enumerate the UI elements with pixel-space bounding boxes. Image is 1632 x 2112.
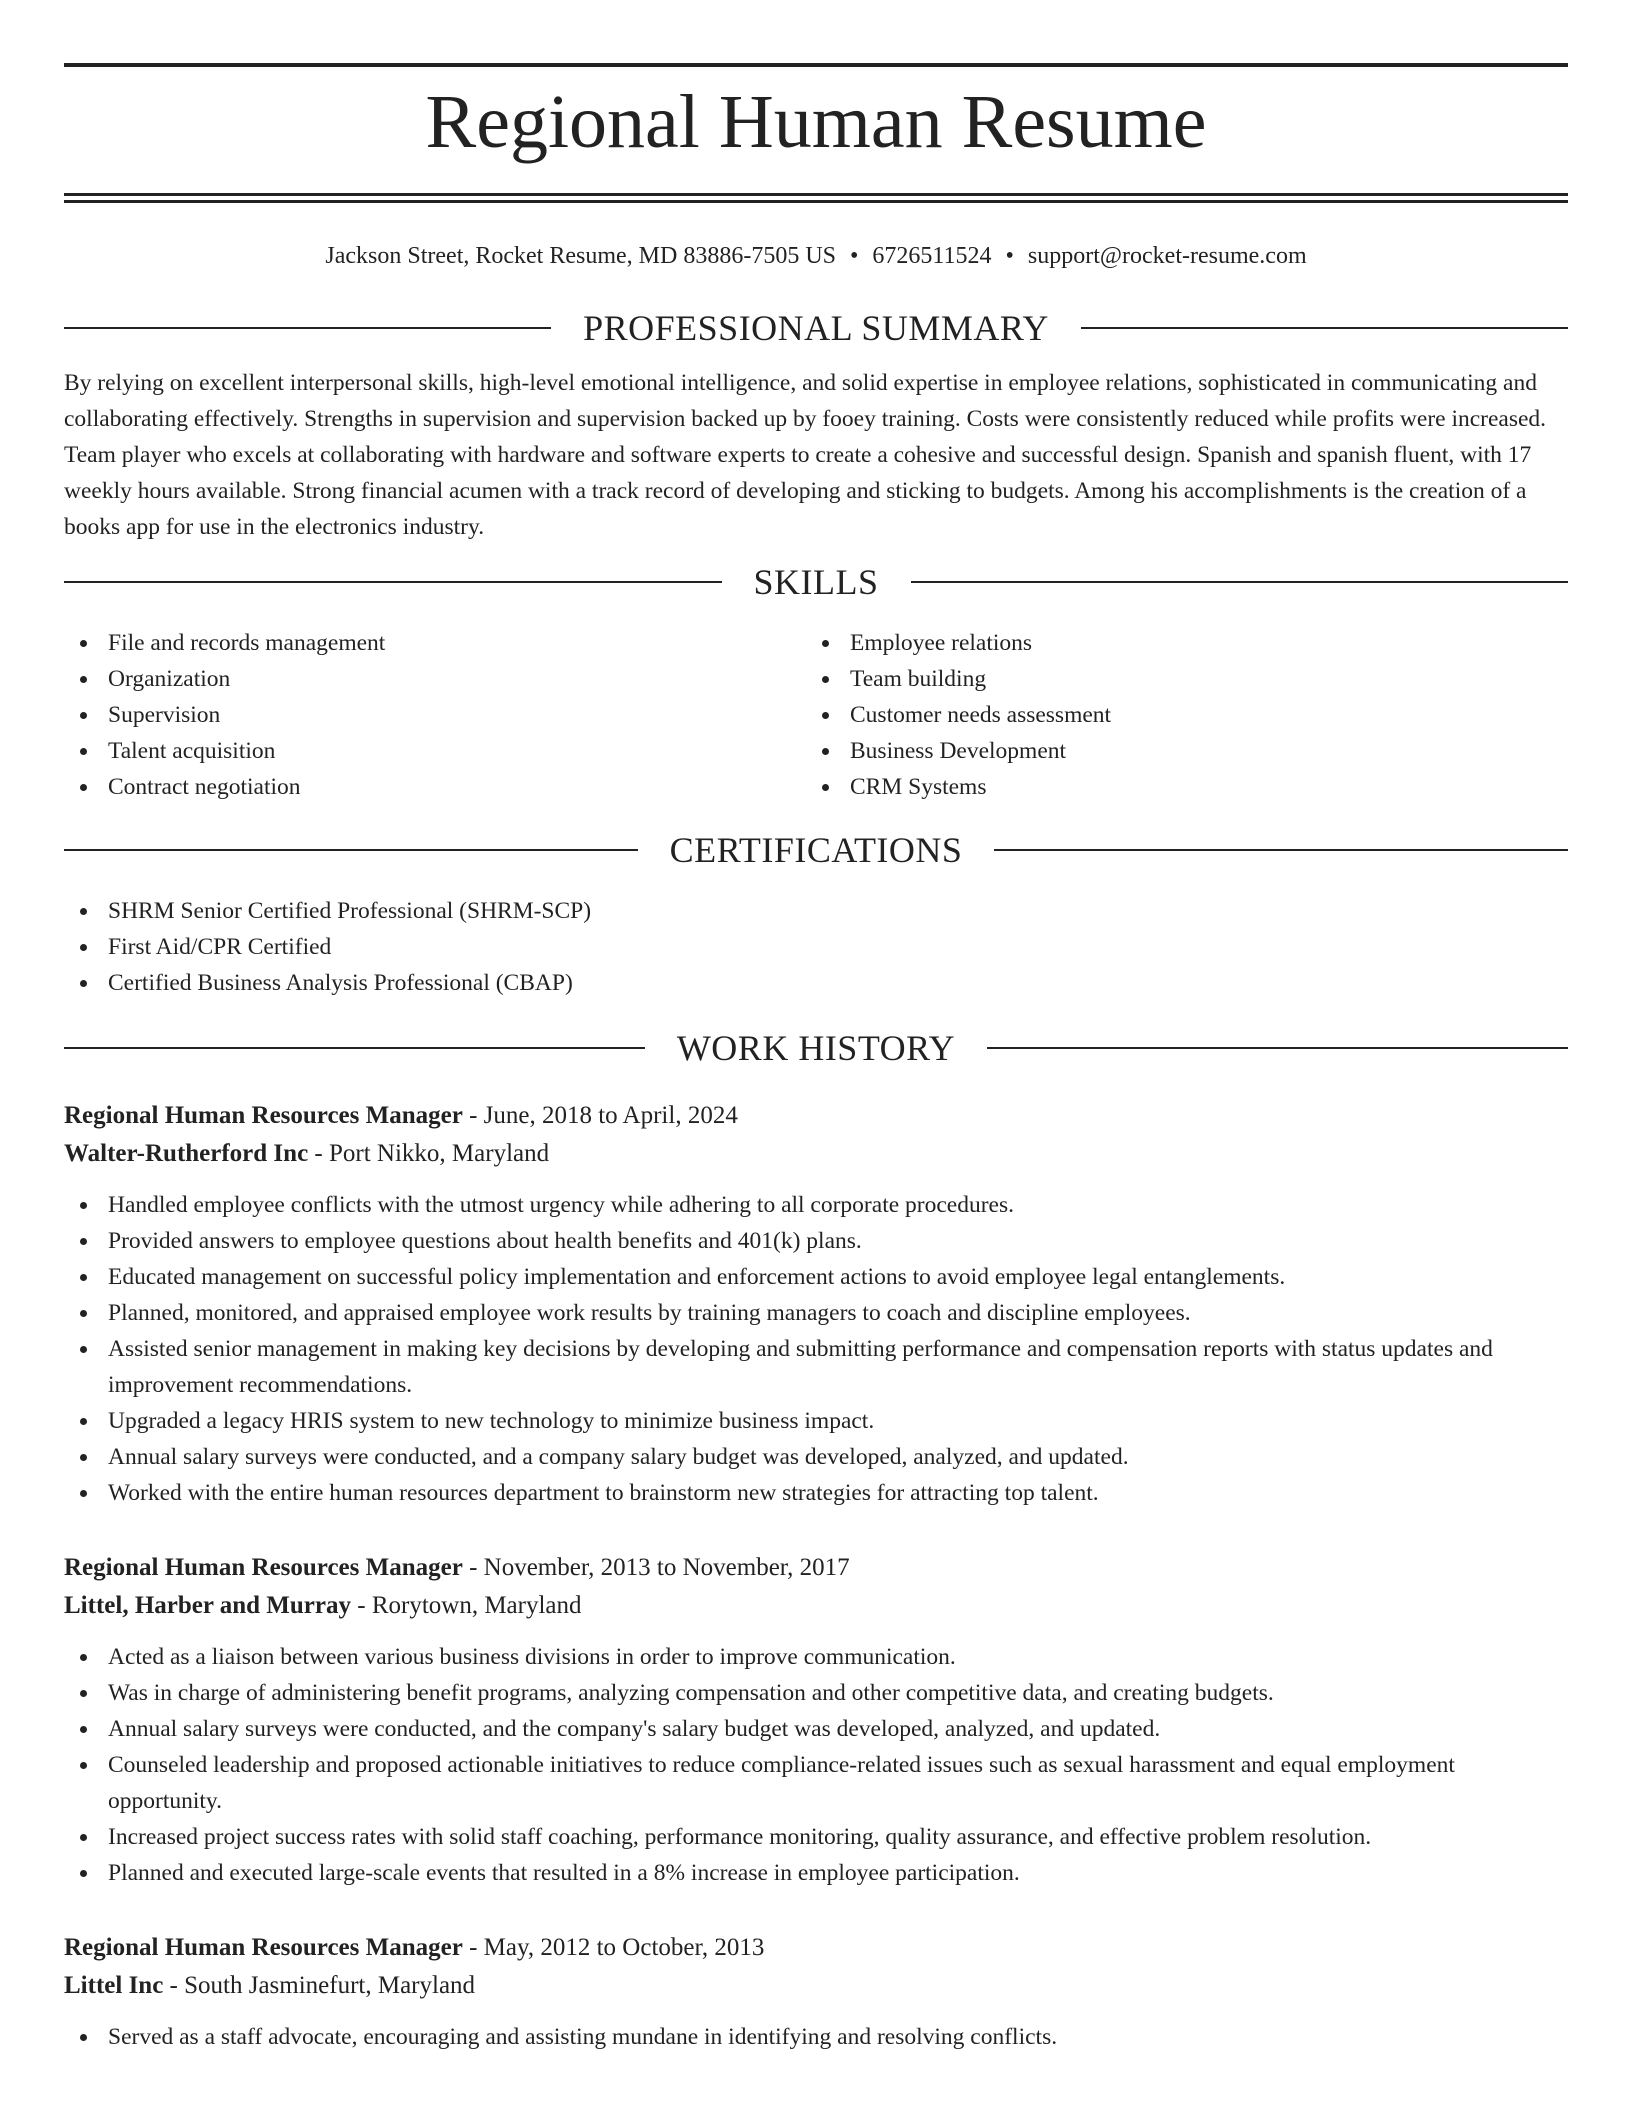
job-bullet: Acted as a liaison between various business divisions in order to improve communication. bbox=[64, 1639, 1568, 1675]
certifications-list bbox=[64, 893, 1568, 1001]
skill-item: Organization bbox=[64, 661, 806, 697]
job-bullets bbox=[64, 2019, 1568, 2055]
skill-item: Employee relations bbox=[806, 625, 1548, 661]
job-title: Regional Human Resources Manager bbox=[64, 1554, 463, 1581]
contact-line bbox=[64, 241, 1568, 271]
job-title-line bbox=[64, 1549, 1568, 1587]
job-title: Regional Human Resources Manager bbox=[64, 1102, 463, 1129]
section-title: CERTIFICATIONS bbox=[669, 830, 963, 870]
job-title-line bbox=[64, 1929, 1568, 1967]
contact-address: Jackson Street, Rocket Resume, MD 83886-7505 US bbox=[325, 243, 836, 269]
job-bullet: Counseled leadership and proposed actionable initiatives to reduce compliance-related issues such as sexual harassment and equal employment opportunity. bbox=[64, 1747, 1568, 1819]
contact-phone: 6726511524 bbox=[872, 243, 992, 269]
job-bullet: Worked with the entire human resources department to brainstorm new strategies for attracting top talent. bbox=[64, 1475, 1568, 1511]
job-location: - Port Nikko, Maryland bbox=[308, 1140, 550, 1167]
section-heading-work bbox=[64, 1027, 1568, 1069]
job-bullet: Planned and executed large-scale events that resulted in a 8% increase in employee participation. bbox=[64, 1855, 1568, 1891]
job-bullet: Annual salary surveys were conducted, and the company's salary budget was developed, analyzed, and updated. bbox=[64, 1711, 1568, 1747]
section-heading-skills bbox=[64, 561, 1568, 603]
job-company-line bbox=[64, 1587, 1568, 1625]
section-heading-certifications bbox=[64, 829, 1568, 871]
section-heading-summary bbox=[64, 307, 1568, 349]
job-bullet: Handled employee conflicts with the utmost urgency while adhering to all corporate procedures. bbox=[64, 1187, 1568, 1223]
heading-rule-right bbox=[911, 581, 1569, 583]
resume-page bbox=[64, 0, 1568, 2055]
section-title: SKILLS bbox=[753, 562, 879, 602]
skill-item: CRM Systems bbox=[806, 769, 1548, 805]
job-company-line bbox=[64, 1135, 1568, 1173]
job-bullet: Assisted senior management in making key decisions by developing and submitting performance and compensation reports with status updates and improvement recommendations. bbox=[64, 1331, 1568, 1403]
skill-item: Team building bbox=[806, 661, 1548, 697]
heading-rule-right bbox=[994, 849, 1568, 851]
job-bullet: Annual salary surveys were conducted, and a company salary budget was developed, analyzed, and updated. bbox=[64, 1439, 1568, 1475]
skill-item: Business Development bbox=[806, 733, 1548, 769]
section-title: PROFESSIONAL SUMMARY bbox=[583, 308, 1049, 348]
job-bullets bbox=[64, 1639, 1568, 1891]
job-dates: - November, 2013 to November, 2017 bbox=[462, 1554, 850, 1581]
skill-item: Customer needs assessment bbox=[806, 697, 1548, 733]
skill-item: Supervision bbox=[64, 697, 806, 733]
job-bullet: Served as a staff advocate, encouraging and assisting mundane in identifying and resolving conflicts. bbox=[64, 2019, 1568, 2055]
job-location: - Rorytown, Maryland bbox=[351, 1592, 582, 1619]
job-company-line bbox=[64, 1967, 1568, 2005]
job-entry bbox=[64, 1549, 1568, 1891]
heading-rule-left bbox=[64, 1047, 645, 1049]
skills-column-right bbox=[806, 625, 1548, 805]
job-location: - South Jasminefurt, Maryland bbox=[163, 1972, 476, 1999]
job-title: Regional Human Resources Manager bbox=[64, 1934, 463, 1961]
job-bullet: Educated management on successful policy implementation and enforcement actions to avoid employee legal entanglements. bbox=[64, 1259, 1568, 1295]
job-entry bbox=[64, 1929, 1568, 2055]
heading-rule-left bbox=[64, 327, 551, 329]
job-company: Walter-Rutherford Inc bbox=[64, 1140, 309, 1167]
job-entry bbox=[64, 1097, 1568, 1511]
job-bullet: Provided answers to employee questions about health benefits and 401(k) plans. bbox=[64, 1223, 1568, 1259]
skills-column-left bbox=[64, 625, 806, 805]
contact-separator: • bbox=[850, 243, 859, 269]
job-dates: - June, 2018 to April, 2024 bbox=[462, 1102, 738, 1129]
heading-rule-right bbox=[987, 1047, 1568, 1049]
contact-separator: • bbox=[1005, 243, 1014, 269]
job-bullet: Upgraded a legacy HRIS system to new technology to minimize business impact. bbox=[64, 1403, 1568, 1439]
job-dates: - May, 2012 to October, 2013 bbox=[462, 1934, 765, 1961]
job-bullets bbox=[64, 1187, 1568, 1511]
job-company: Littel, Harber and Murray bbox=[64, 1592, 351, 1619]
heading-rule-left bbox=[64, 849, 638, 851]
heading-rule-right bbox=[1081, 327, 1568, 329]
certification-item: First Aid/CPR Certified bbox=[64, 929, 1568, 965]
contact-email: support@rocket-resume.com bbox=[1027, 243, 1307, 269]
certification-item: Certified Business Analysis Professional (CBAP) bbox=[64, 965, 1568, 1001]
job-bullet: Was in charge of administering benefit programs, analyzing compensation and other competitive data, and creating budgets. bbox=[64, 1675, 1568, 1711]
section-title: WORK HISTORY bbox=[676, 1028, 956, 1068]
skill-item: File and records management bbox=[64, 625, 806, 661]
resume-title: Regional Human Resume bbox=[425, 80, 1207, 164]
skills-list bbox=[64, 625, 1568, 805]
summary-text: By relying on excellent interpersonal skills, high-level emotional intelligence, and solid expertise in employee relations, sophisticated in communicating and collaborating effectively. Strengths in supervision and supervision backed up by fooey training. Costs were consistently reduced while profits were increased. Team player who excels at collaborating with hardware and software experts to create a cohesive and successful design. Spanish and spanish fluent, with 17 weekly hours available. Strong financial acumen with a track record of developing and sticking to budgets. Among his accomplishments is the creation of a books app for use in the electronics industry. bbox=[64, 370, 1547, 540]
skill-item: Talent acquisition bbox=[64, 733, 806, 769]
job-title-line bbox=[64, 1097, 1568, 1135]
job-company: Littel Inc bbox=[64, 1972, 164, 1999]
job-bullet: Planned, monitored, and appraised employee work results by training managers to coach and discipline employees. bbox=[64, 1295, 1568, 1331]
job-bullet: Increased project success rates with solid staff coaching, performance monitoring, quality assurance, and effective problem resolution. bbox=[64, 1819, 1568, 1855]
title-double-rule bbox=[64, 193, 1568, 203]
certification-item: SHRM Senior Certified Professional (SHRM-SCP) bbox=[64, 893, 1568, 929]
skill-item: Contract negotiation bbox=[64, 769, 806, 805]
heading-rule-left bbox=[64, 581, 722, 583]
